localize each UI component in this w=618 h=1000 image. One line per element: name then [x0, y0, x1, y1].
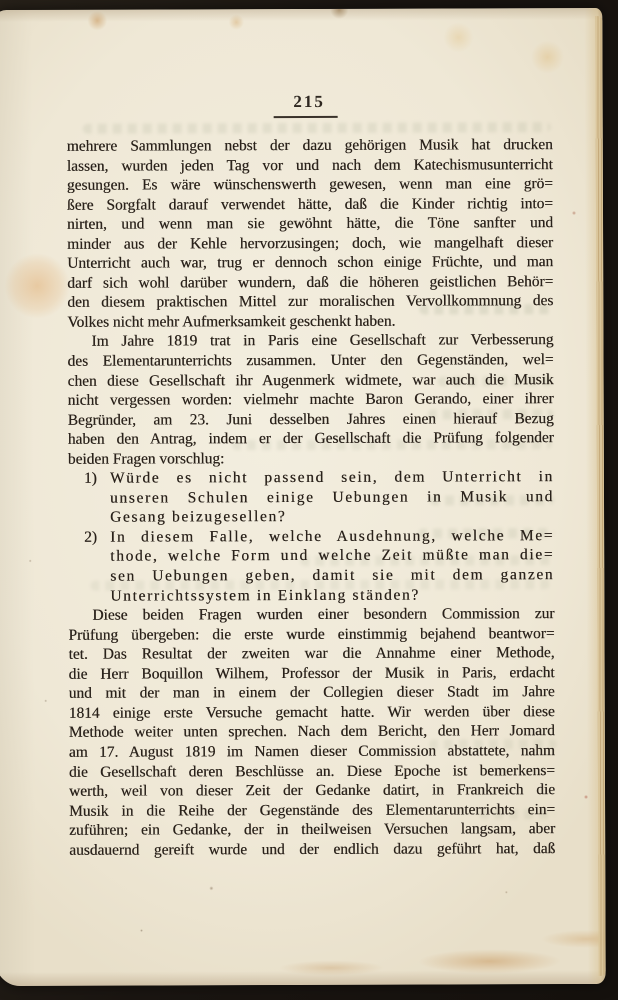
text-line: werth, weil von dieser Zeit der Gedanke datirt, in Frankreich die	[68, 781, 556, 800]
text-line: Volkes nicht mehr Aufmerksamkeit geschenkt haben.	[67, 312, 396, 331]
text-line: gesungen. Es wäre wünschenswerth gewesen, wenn man eine grö=	[66, 175, 553, 194]
book-page-paper	[0, 8, 606, 986]
text-line: Musik in die Reihe der Gegenstände des Elementarunterrichts ein=	[69, 800, 556, 820]
text-line: und mit der man in einem der Collegien dieser Stadt im Jahre	[68, 683, 555, 703]
text-line: tet. Das Resultat der zweiten war die Annahme einer Methode,	[68, 644, 555, 664]
list-item-line	[68, 487, 554, 508]
text-line: Begründer, am 23. Juni desselben Jahres einen hierauf Bezug	[67, 409, 554, 429]
page-number-rule	[273, 116, 337, 118]
text-line: Methode weiter unten sprechen. Nach dem Bericht, den Herr Jomard	[68, 722, 555, 742]
list-item-line	[68, 585, 554, 606]
text-line: mehrere Sammlungen nebst der dazu gehörigen Musik hat drucken	[66, 136, 553, 155]
text-line: den diesem praktischen Mittel zur moralischen Vervollkommnung des	[67, 292, 554, 312]
text-line: ausdauernd gereift wurde und der endlich dazu geführt hat, daß	[69, 839, 556, 859]
text-line: nicht vergessen worden: vielmehr machte Baron Gerando, einer ihrer	[67, 390, 554, 409]
text-line: Prüfung übergeben: die erste wurde einstimmig bejahend beantwor=	[68, 624, 555, 644]
bleedthrough-smudge	[83, 122, 551, 134]
text-line: minder aus der Kehle hervorzusingen; doch, wie mangelhaft dieser	[67, 233, 554, 253]
text-line: Im Jahre 1819 trat in Paris eine Gesellschaft zur Verbesserung	[91, 331, 554, 351]
text-line: die Gesellschaft deren Beschlüsse an. Diese Epoche ist bemerkens=	[68, 761, 555, 781]
list-item-line	[68, 526, 554, 547]
book-fore-edge	[595, 16, 605, 976]
text-line: Unterricht auch war, trug er dennoch schon einige Früchte, und man	[67, 253, 554, 273]
text-line: Diese beiden Fragen wurden einer besondern Commission zur	[92, 605, 555, 624]
text-line: die Herr Boquillon Wilhem, Professor der Musik in Paris, erdacht	[68, 663, 555, 683]
text-line: lassen, wurden jeden Tag vor und nach dem Katechismusunterricht	[66, 155, 553, 175]
list-item-text: Gesang beizugesellen?	[110, 508, 287, 527]
text-line: 1814 einige erste Versuche gemacht hatte. Wir werden über diese	[68, 702, 555, 722]
list-item-line	[68, 467, 554, 488]
page-number: 215	[293, 91, 325, 112]
page-body	[67, 135, 556, 860]
list-item-text: In diesem Falle, welche Ausdehnung, welche Me=	[110, 527, 555, 546]
page-header	[67, 91, 552, 119]
text-line: beiden Fragen vorschlug:	[67, 450, 225, 468]
text-line: am 17. August 1819 im Namen dieser Commission abstattete, nahm	[68, 742, 555, 761]
list-item-text: Unterrichtssystem in Einklang ständen?	[110, 586, 420, 605]
list-item-text: Würde es nicht passend sein, dem Unterricht in	[109, 468, 554, 487]
text-line: ßere Sorgfalt darauf verwendet hätte, daß die Kinder richtig into=	[66, 194, 554, 214]
list-item-marker: 1)	[83, 469, 97, 488]
text-line: nirten, und wenn man sie gewöhnt hätte, die Töne sanfter und	[67, 214, 554, 233]
list-item-text: unseren Schulen einige Uebungen in Musik und	[109, 487, 555, 507]
list-item-text: sen Uebungen geben, damit sie mit dem ganzen	[110, 566, 555, 585]
text-line: haben den Antrag, indem er der Gesellschaft die Prüfung folgender	[67, 429, 554, 449]
list-item-line	[68, 506, 554, 527]
list-item-text: thode, welche Form und welche Zeit müßte man die=	[110, 546, 555, 566]
list-item-line	[68, 565, 554, 586]
text-line: zuführen; ein Gedanke, der in theilweisen Versuchen langsam, aber	[69, 820, 556, 839]
text-line: des Elementarunterrichts zusammen. Unter den Gegenständen, wel=	[67, 351, 554, 370]
text-line: darf sich wohl darüber wundern, daß die höheren geistlichen Behör=	[67, 272, 554, 292]
list-item-marker: 2)	[84, 528, 97, 546]
list-item-line	[68, 546, 554, 567]
text-line: chen diese Gesellschaft ihr Augenmerk widmete, war auch die Musik	[67, 370, 554, 390]
